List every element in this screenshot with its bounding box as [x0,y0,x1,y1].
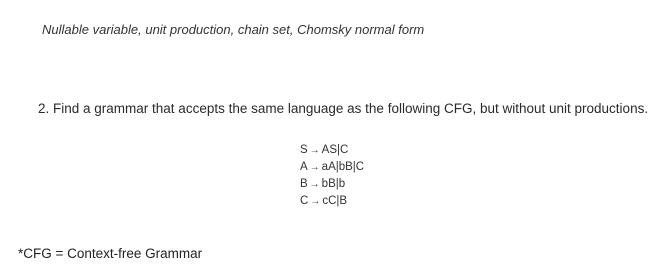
rule-rhs: bB|b [321,178,346,190]
right-arrow-icon: → [310,196,321,207]
rule-rhs: AS|C [321,144,349,156]
right-arrow-icon: → [309,179,320,190]
right-arrow-icon: → [309,145,320,156]
grammar-rule [300,142,364,159]
grammar-rule [300,176,364,193]
grammar-rule [300,159,364,176]
rule-rhs: cC|B [322,195,348,207]
rule-lhs: B [300,178,308,190]
grammar-rule [300,193,364,210]
rule-lhs: A [300,161,308,173]
topic-line: Nullable variable, unit production, chain set, Chomsky normal form [42,22,425,37]
rule-rhs: aA|bB|C [321,161,365,173]
footnote: *CFG = Context-free Grammar [18,246,203,261]
right-arrow-icon: → [309,162,320,173]
rule-lhs: S [300,144,308,156]
grammar-rules [300,142,364,210]
rule-lhs: C [300,195,309,207]
question-text: 2. Find a grammar that accepts the same language as the following CFG, but without unit productions. [38,101,649,116]
